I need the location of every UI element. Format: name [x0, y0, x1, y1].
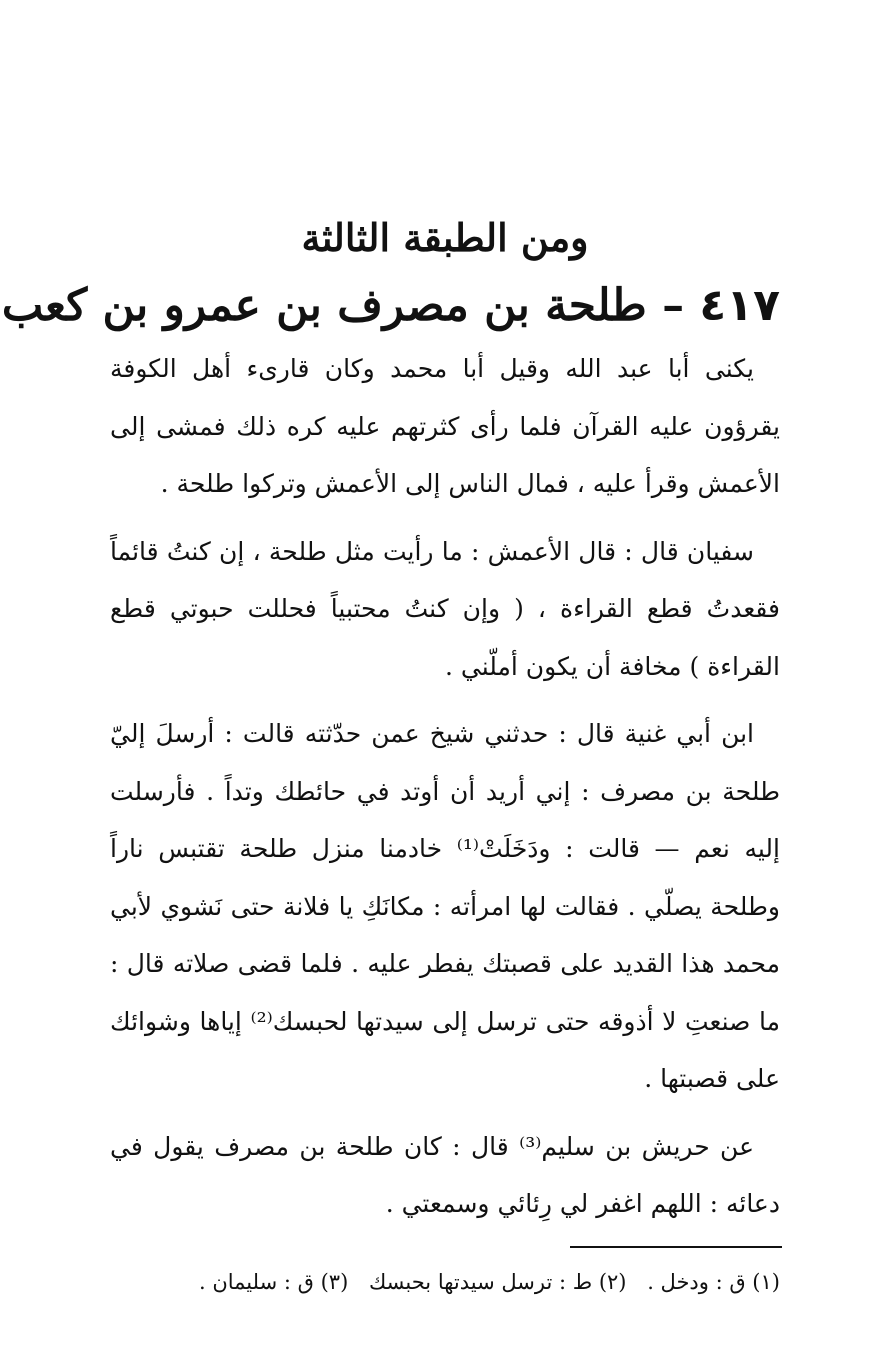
entry-dash: – — [662, 280, 685, 331]
section-heading: ومن الطبقة الثالثة — [301, 215, 589, 260]
body-text — [110, 340, 780, 1233]
paragraph-biography: يكنى أبا عبد الله وقيل أبا محمد وكان قارىء أهل الكوفة يقرؤون عليه القرآن فلما رأى كثرتهم عليه كره ذلك فمشى إلى الأعمش وقرأ عليه ، فمال الناس إلى الأعمش وتركوا طلحة . — [110, 354, 780, 498]
entry-number: ٤١٧ — [699, 280, 780, 331]
footnote-1: (١) ق : ودخل . — [647, 1270, 780, 1294]
entry-heading — [1, 276, 780, 336]
paragraph-sufyan-report: سفيان قال : قال الأعمش : ما رأيت مثل طلحة ، إن كنتُ قائماً فقعدتُ قطع القراءة ، ( وإن كنتُ محتبياً فحللت حبوتي قطع القراءة ) مخافة أن يكون أملّني . — [110, 536, 780, 681]
paragraph-huraysh-report: عن حريش بن سليم⁽³⁾ قال : كان طلحة بن مصرف يقول في دعائه : اللهم اغفر لي رِئائي وسمعتي . — [110, 1131, 780, 1218]
paragraph-ibn-abi-ghaniya-report: ابن أبي غنية قال : حدثني شيخ عمن حدّثته قالت : أرسلَ إليّ طلحة بن مصرف : إني أريد أن أوتد في حائطك وتداً . فأرسلت إليه نعم — قالت : ودَخَلَتْ⁽¹⁾ خادمنا منزل طلحة تقتبس ناراً وطلحة يصلّي . فقالت لها امرأته : مكانَكِ يا فلانة حتى نَشوي لأبي محمد هذا القديد على قصبتك يفطر عليه . فلما قضى صلاته قال : ما صنعتِ لا أذوقه حتى ترسل إلى سيدتها لحبسك⁽²⁾ إياها وشوائك على قصبتها . — [110, 719, 781, 1093]
entry-name: طلحة بن مصرف بن عمرو بن كعب — [1, 280, 647, 331]
footnotes — [110, 1262, 780, 1302]
footnote-2: (٢) ط : ترسل سيدتها بحبسك — [368, 1270, 627, 1294]
footnote-divider — [570, 1246, 782, 1248]
footnote-3: (٣) ق : سليمان . — [199, 1270, 349, 1294]
